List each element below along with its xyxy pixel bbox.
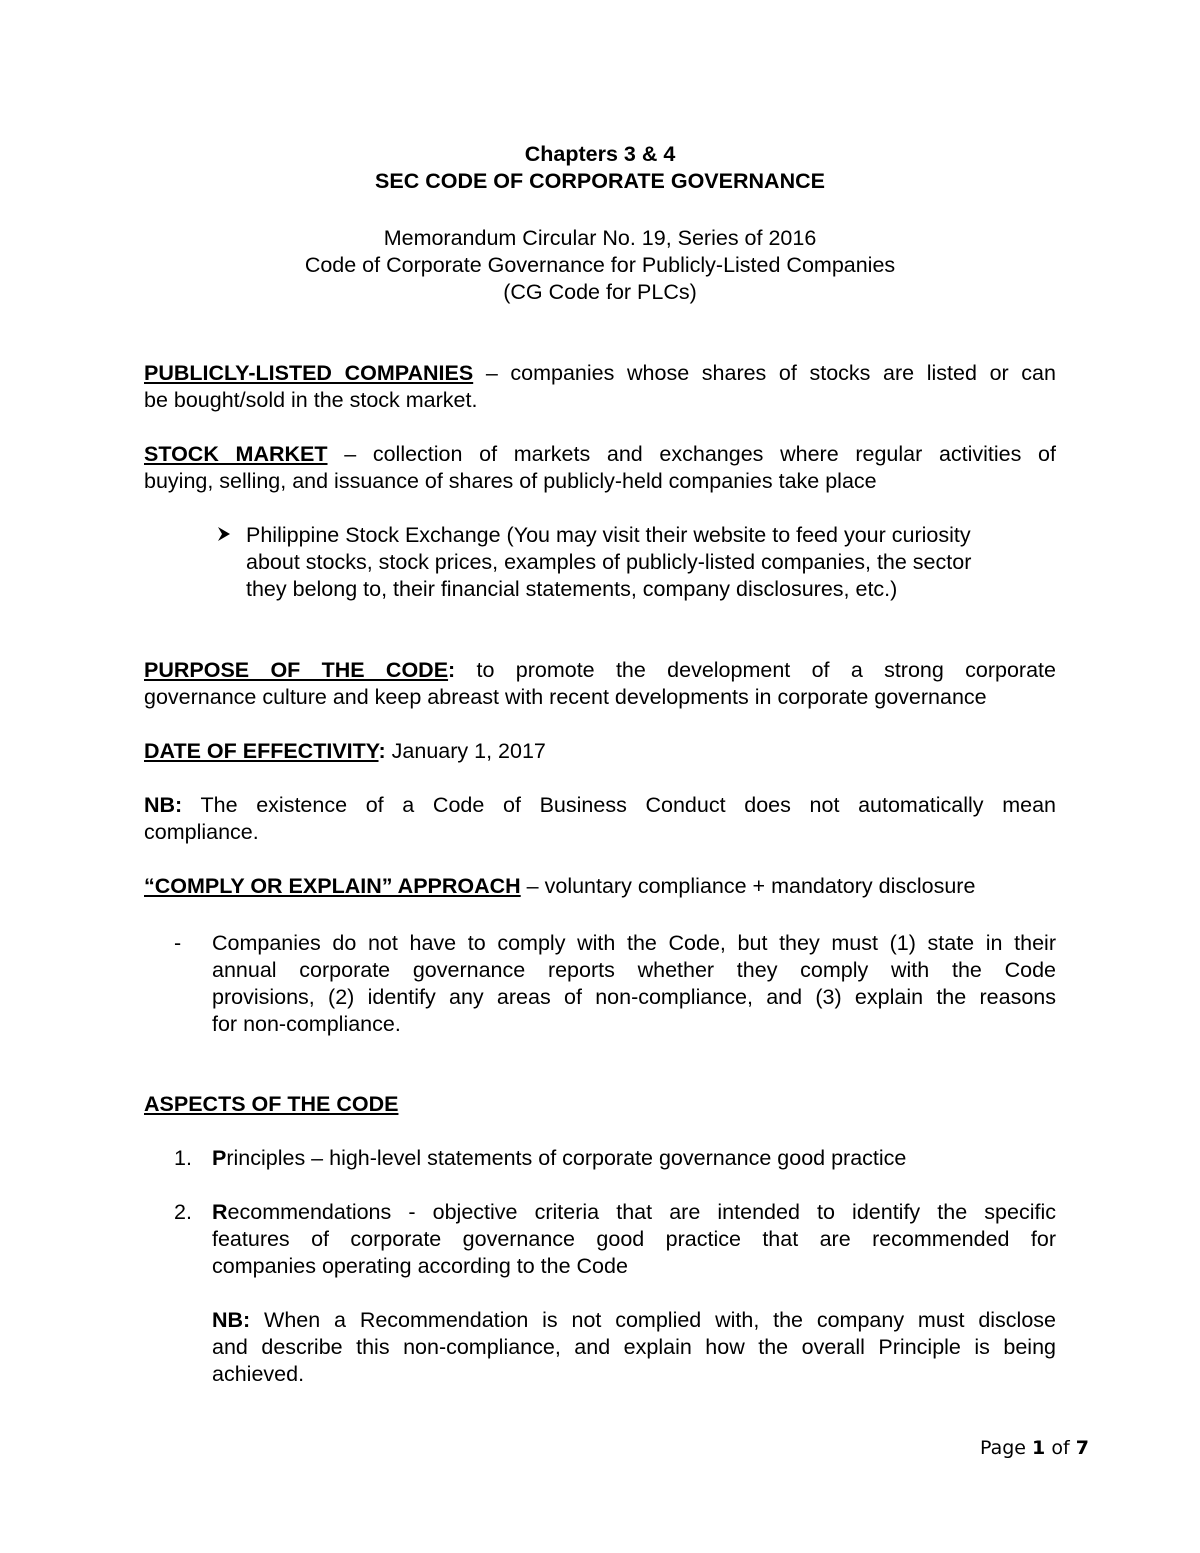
bullet-text-line3: they belong to, their financial statements, company disclosures, etc.) (246, 577, 898, 601)
dash-bullet: - (174, 931, 182, 955)
aspects-heading: ASPECTS OF THE CODE (144, 1092, 399, 1116)
memo-circular: Memorandum Circular No. 19, Series of 2016 (383, 226, 817, 250)
stock-market-definition-line2: buying, selling, and issuance of shares of publicly-held companies take place (144, 469, 877, 493)
purpose-line: PURPOSE OF THE CODE: to promote the development of a strong corporate (144, 658, 1056, 682)
purpose-line2: governance culture and keep abreast with recent developments in corporate governance (144, 685, 987, 709)
item2-text-line3: companies operating according to the Code (212, 1254, 628, 1278)
plc-definition-line: PUBLICLY-LISTED COMPANIES – companies whose shares of stocks are listed or can (144, 361, 1056, 385)
bullet-text-line1: Philippine Stock Exchange (You may visit their website to feed your curiosity (246, 523, 971, 547)
purpose-term: PURPOSE OF THE CODE (144, 658, 449, 682)
item2-text-line1: Recommendations - objective criteria that are intended to identify the specific (212, 1200, 1056, 1224)
comply-detail-line3: provisions, (2) identify any areas of non-compliance, and (3) explain the reasons (212, 985, 1056, 1009)
comply-detail-line1: Companies do not have to comply with the Code, but they must (1) state in their (212, 931, 1056, 955)
page-number-footer: Page 1 of 7 (980, 1437, 1089, 1459)
item1-text: Principles – high-level statements of corporate governance good practice (212, 1146, 907, 1170)
effectivity-term: DATE OF EFFECTIVITY (144, 739, 379, 763)
item1-number: 1. (174, 1146, 192, 1170)
comply-detail-line2: annual corporate governance reports whether they comply with the Code (212, 958, 1056, 982)
chapter-heading: Chapters 3 & 4 (524, 142, 676, 166)
nb-note-line2: compliance. (144, 820, 259, 844)
plc-definition-line2: be bought/sold in the stock market. (144, 388, 478, 412)
nb2-line3: achieved. (212, 1362, 305, 1386)
bullet-text-line2: about stocks, stock prices, examples of publicly-listed companies, the sector (246, 550, 972, 574)
code-abbreviation: (CG Code for PLCs) (503, 280, 697, 304)
nb-note-line: NB: The existence of a Code of Business Conduct does not automatically mean (144, 793, 1056, 817)
item2-text-line2: features of corporate governance good practice that are recommended for (212, 1227, 1056, 1251)
stock-market-definition-line: STOCK MARKET – collection of markets and exchanges where regular activities of (144, 442, 1056, 466)
comply-explain-line: “COMPLY OR EXPLAIN” APPROACH – voluntary compliance + mandatory disclosure (144, 874, 976, 898)
document-title: SEC CODE OF CORPORATE GOVERNANCE (375, 169, 825, 193)
plc-term: PUBLICLY-LISTED COMPANIES (144, 361, 474, 385)
nb2-line1: NB: When a Recommendation is not complied with, the company must disclose (212, 1308, 1056, 1332)
code-name: Code of Corporate Governance for Publicly-Listed Companies (304, 253, 896, 277)
comply-detail-line4: for non-compliance. (212, 1012, 401, 1036)
effectivity-line: DATE OF EFFECTIVITY: January 1, 2017 (144, 739, 546, 763)
stock-market-term: STOCK MARKET (144, 442, 328, 466)
nb2-line2: and describe this non-compliance, and explain how the overall Principle is being (212, 1335, 1056, 1359)
arrowhead-bullet-icon (216, 522, 232, 549)
nb-label: NB: (144, 793, 183, 817)
comply-explain-term: “COMPLY OR EXPLAIN” APPROACH (144, 874, 521, 898)
item2-number: 2. (174, 1200, 192, 1224)
nb2-label: NB: (212, 1308, 251, 1332)
